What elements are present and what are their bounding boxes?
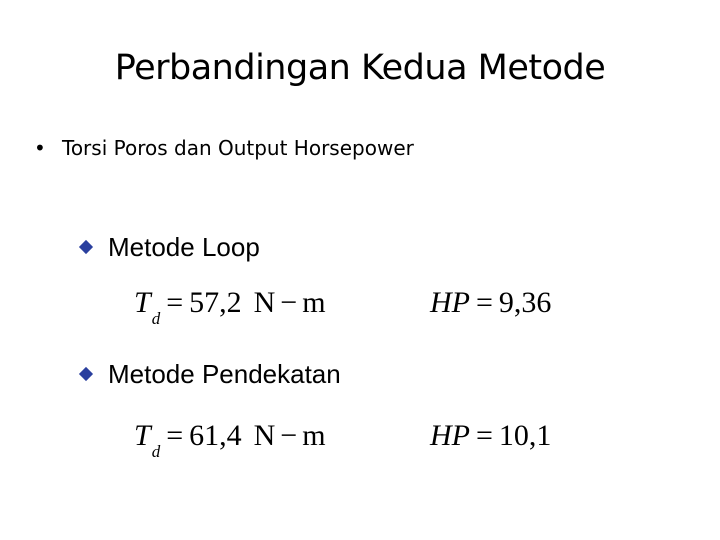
equals-sign: =	[476, 419, 493, 452]
torque-subscript: d	[151, 309, 161, 328]
torque-value: 57,2	[189, 286, 242, 319]
horsepower-symbol: HP	[430, 286, 470, 319]
equals-sign: =	[476, 286, 493, 319]
torque-subscript: d	[151, 442, 161, 461]
horsepower-value: 9,36	[498, 286, 552, 319]
torque-symbol: T	[134, 419, 151, 452]
method-loop-item	[78, 230, 260, 264]
torque-equation-pendekatan	[134, 416, 326, 460]
main-bullet	[34, 131, 414, 165]
horsepower-equation-pendekatan	[430, 416, 551, 456]
method-pendekatan-item	[78, 357, 341, 391]
slide-title: Perbandingan Kedua Metode	[114, 48, 606, 88]
diamond-bullet-icon	[79, 367, 93, 381]
torque-equation-loop	[134, 283, 326, 327]
horsepower-equation-loop	[430, 283, 551, 323]
unit-meter: m	[302, 286, 326, 319]
unit-newton: N	[253, 419, 276, 452]
unit-minus: −	[280, 419, 298, 452]
unit-meter: m	[302, 419, 326, 452]
horsepower-symbol: HP	[430, 419, 470, 452]
equals-sign: =	[166, 419, 184, 452]
unit-newton: N	[253, 286, 276, 319]
bullet-marker: •	[34, 136, 46, 160]
torque-value: 61,4	[189, 419, 242, 452]
method-pendekatan-label: Metode Pendekatan	[108, 359, 341, 389]
unit-minus: −	[280, 286, 298, 319]
torque-symbol: T	[134, 286, 151, 319]
main-bullet-text: Torsi Poros dan Output Horsepower	[62, 136, 414, 160]
equals-sign: =	[166, 286, 184, 319]
method-loop-label: Metode Loop	[108, 232, 260, 262]
diamond-bullet-icon	[79, 240, 93, 254]
horsepower-value: 10,1	[498, 419, 552, 452]
